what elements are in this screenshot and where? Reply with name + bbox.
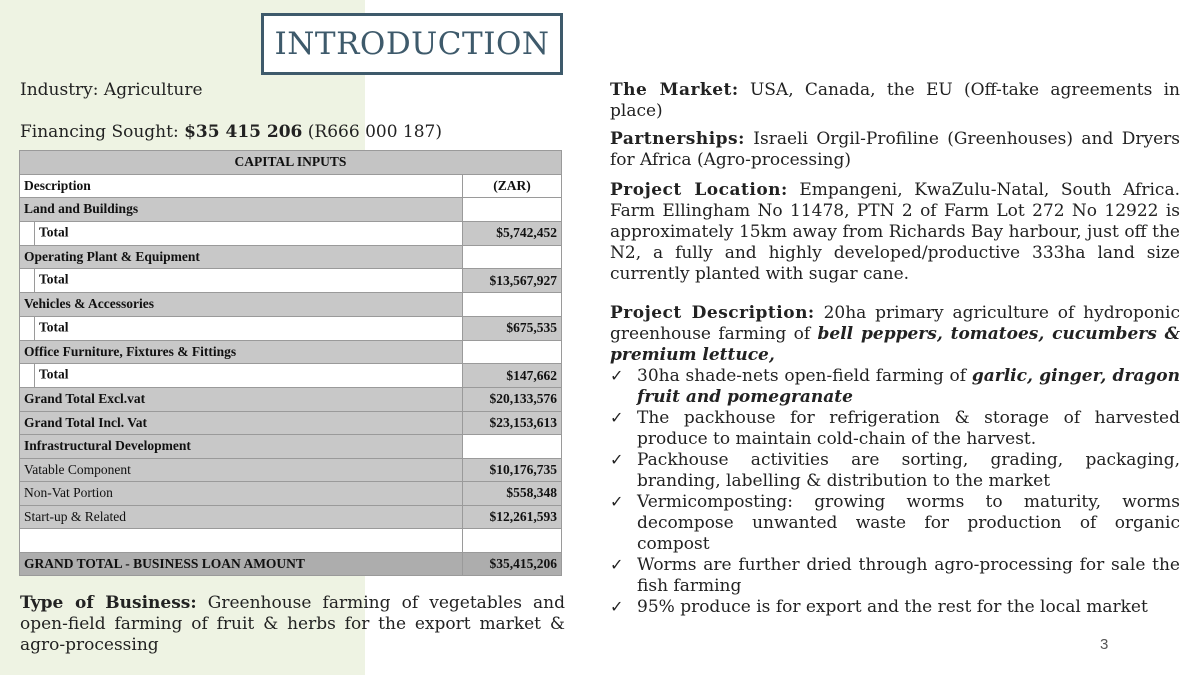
description-intro — [610, 303, 1180, 366]
row-description-text: Vehicles & Accessories — [24, 296, 154, 312]
list-item — [610, 597, 1180, 618]
row-description-text: Grand Total Incl. Vat — [24, 414, 148, 430]
row-value: $35,415,206 — [463, 552, 562, 576]
bullet-text: The packhouse for refrigeration & storage of harvested produce to maintain cold-chain of the harvest. — [637, 408, 1180, 449]
row-indent — [20, 364, 35, 387]
financing-amount: $35 415 206 — [184, 122, 303, 142]
partnerships-paragraph — [610, 129, 1180, 171]
row-description-text: Total — [39, 224, 69, 240]
row-value: $13,567,927 — [463, 269, 562, 293]
checkmark-icon: ✓ — [610, 555, 624, 574]
row-description — [20, 245, 463, 269]
row-description-text: GRAND TOTAL - BUSINESS LOAN AMOUNT — [24, 555, 305, 571]
table-row — [20, 411, 562, 435]
slide-title: INTRODUCTION — [261, 13, 563, 75]
row-description — [20, 482, 463, 506]
market-text: USA, Canada, the EU (Off-take agreements in place) — [610, 80, 1181, 121]
row-description — [20, 435, 463, 459]
row-description-text: Total — [39, 319, 69, 335]
row-value — [463, 340, 562, 364]
row-value: $5,742,452 — [463, 221, 562, 245]
row-description — [20, 340, 463, 364]
row-value — [463, 435, 562, 459]
row-value: $675,535 — [463, 316, 562, 340]
project-description — [610, 303, 1180, 618]
table-row — [20, 221, 562, 245]
row-description — [20, 221, 463, 245]
industry-line: Industry: Agriculture — [20, 80, 203, 100]
table-row — [20, 435, 562, 459]
table-row — [20, 458, 562, 482]
table-row — [20, 482, 562, 506]
row-value: $10,176,735 — [463, 458, 562, 482]
row-description — [20, 388, 463, 412]
row-description-text: Total — [39, 271, 69, 287]
table-row — [20, 245, 562, 269]
row-value: $558,348 — [463, 482, 562, 506]
table-row — [20, 198, 562, 222]
row-description — [20, 552, 463, 576]
bullet-text: Worms are further dried through agro-processing for sale the fish farming — [637, 555, 1180, 596]
list-item — [610, 555, 1180, 597]
bullet-text: Packhouse activities are sorting, grading, packaging, branding, labelling & distribution to the market — [637, 450, 1180, 491]
row-description — [20, 529, 463, 553]
row-description — [20, 269, 463, 293]
page-number: 3 — [1100, 636, 1109, 653]
financing-line — [20, 122, 442, 143]
row-description — [20, 198, 463, 222]
row-description — [20, 505, 463, 529]
type-of-business — [20, 593, 565, 656]
market-paragraph — [610, 80, 1180, 122]
bullet-text: Vermicomposting: growing worms to maturity, worms decompose unwanted waste for production of organic compost — [637, 492, 1180, 554]
checkmark-icon: ✓ — [610, 597, 624, 616]
row-description — [20, 364, 463, 388]
list-item — [610, 366, 1180, 408]
capital-inputs-table — [19, 150, 562, 576]
row-description-text: Office Furniture, Fixtures & Fittings — [24, 343, 237, 359]
location-text: Empangeni, KwaZulu-Natal, South Africa. Farm Ellingham No 11478, PTN 2 of Farm Lot 272 No 12922 is approximately 15km away from Richards Bay harbour, just off the N2, a fully and highly developed/productive 333ha land size currently planted with sugar cane. — [610, 180, 1180, 284]
description-crops: bell peppers, tomatoes, cucumbers & premium lettuce, — [610, 324, 1180, 365]
row-description-text: Land and Buildings — [24, 201, 139, 217]
table-row — [20, 269, 562, 293]
row-description-text: Infrastructural Development — [24, 438, 191, 454]
description-text: 20ha primary agriculture of hydroponic greenhouse farming of — [610, 303, 1181, 344]
table-row — [20, 293, 562, 317]
table-row — [20, 388, 562, 412]
row-value: $20,133,576 — [463, 388, 562, 412]
row-value: $23,153,613 — [463, 411, 562, 435]
checkmark-icon: ✓ — [610, 492, 624, 511]
row-value — [463, 245, 562, 269]
list-item — [610, 492, 1180, 555]
market-label: The Market: — [610, 80, 739, 100]
row-description-text: Vatable Component — [24, 461, 131, 477]
row-description-text: Start-up & Related — [24, 508, 126, 524]
table-caption: CAPITAL INPUTS — [20, 151, 562, 175]
partnerships-text: Israeli Orgil-Profiline (Greenhouses) and Dryers for Africa (Agro-processing) — [610, 129, 1180, 170]
row-description — [20, 293, 463, 317]
row-description-text: Non-Vat Portion — [24, 485, 113, 501]
row-description — [20, 316, 463, 340]
type-of-business-label: Type of Business: — [20, 593, 197, 613]
bullet-text: 95% produce is for export and the rest for the local market — [637, 597, 1148, 617]
row-value: $12,261,593 — [463, 505, 562, 529]
table-row — [20, 340, 562, 364]
checkmark-icon: ✓ — [610, 366, 624, 385]
description-label: Project Description: — [610, 303, 815, 323]
column-header-description: Description — [20, 174, 463, 198]
partnerships-label: Partnerships: — [610, 129, 745, 149]
financing-label: Financing Sought: — [20, 122, 185, 142]
row-description-text: Operating Plant & Equipment — [24, 248, 200, 264]
row-description — [20, 458, 463, 482]
row-indent — [20, 269, 35, 292]
table-row — [20, 529, 562, 553]
financing-rand: (R666 000 187) — [302, 122, 443, 142]
list-item — [610, 408, 1180, 450]
row-indent — [20, 222, 35, 245]
type-of-business-text: Greenhouse farming of vegetables and open-field farming of fruit & herbs for the export market & agro-processing — [20, 593, 565, 655]
row-description — [20, 411, 463, 435]
column-header-zar: (ZAR) — [463, 174, 562, 198]
table-row — [20, 505, 562, 529]
table-row — [20, 552, 562, 576]
row-value: $147,662 — [463, 364, 562, 388]
row-value — [463, 529, 562, 553]
row-description-text: Grand Total Excl.vat — [24, 391, 146, 407]
table-row — [20, 364, 562, 388]
checkmark-icon: ✓ — [610, 450, 624, 469]
description-bullet-list — [610, 366, 1180, 618]
table-row — [20, 316, 562, 340]
bullet-crops: garlic, ginger, dragon fruit and pomegranate — [637, 366, 1181, 407]
row-value — [463, 198, 562, 222]
checkmark-icon: ✓ — [610, 408, 624, 427]
location-label: Project Location: — [610, 180, 788, 200]
row-description-text: Total — [39, 366, 69, 382]
row-indent — [20, 317, 35, 340]
location-paragraph — [610, 180, 1180, 285]
list-item — [610, 450, 1180, 492]
bullet-text: 30ha shade-nets open-field farming of — [637, 366, 972, 386]
row-value — [463, 293, 562, 317]
